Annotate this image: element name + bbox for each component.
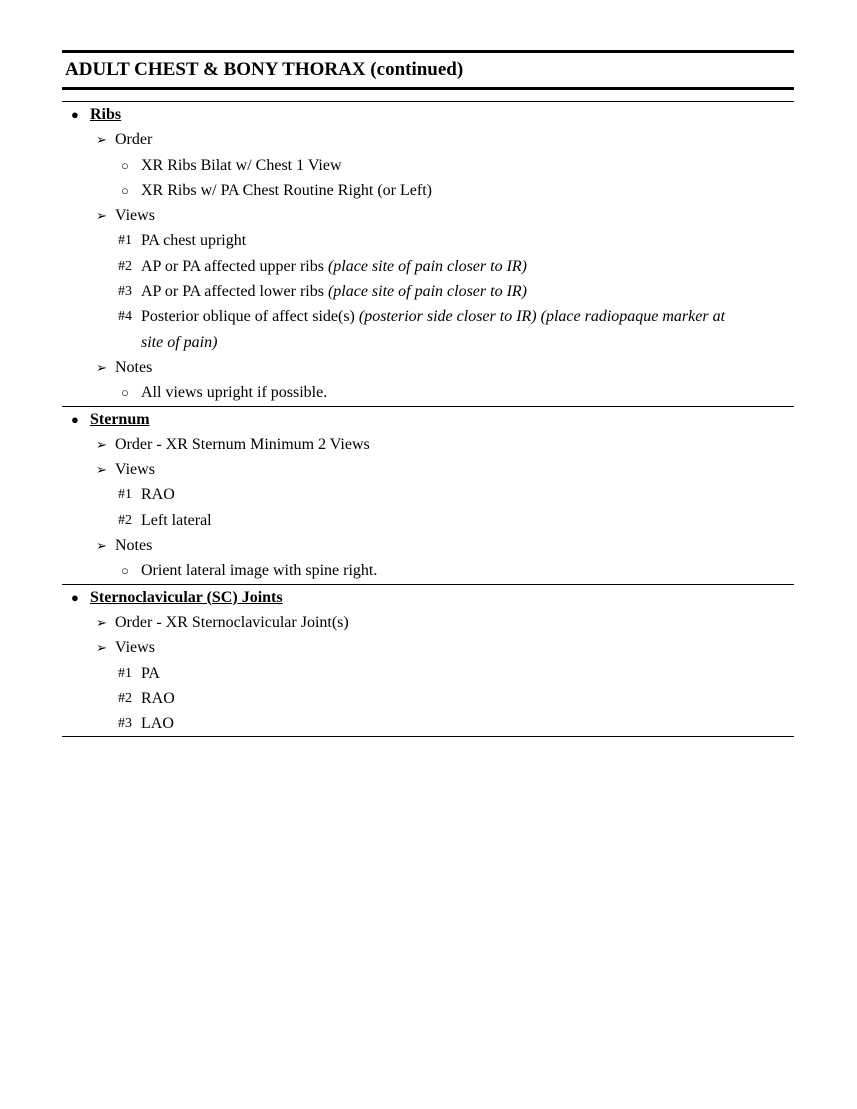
- order-heading: ➢ Order - XR Sternoclavicular Joint(s): [62, 610, 794, 635]
- arrow-bullet-icon: ➢: [96, 538, 107, 554]
- bullet-icon: ●: [71, 589, 79, 605]
- section-heading: [62, 407, 794, 432]
- note-item: ○ All views upright if possible.: [62, 380, 794, 405]
- order-heading: ➢ Order - XR Sternum Minimum 2 Views: [62, 432, 794, 457]
- section-divider: [62, 736, 794, 737]
- views-heading: ➢ Views: [62, 457, 794, 482]
- notes-heading: ➢ Notes: [62, 355, 794, 380]
- arrow-bullet-icon: ➢: [96, 208, 107, 224]
- arrow-bullet-icon: ➢: [96, 640, 107, 656]
- document-page: [62, 50, 794, 737]
- page-title: ADULT CHEST & BONY THORAX (continued): [65, 59, 464, 80]
- section-title-ribs: Ribs: [90, 106, 122, 123]
- view-item-continuation: site of pain): [141, 333, 218, 351]
- view-item: #3 LAO: [118, 715, 174, 733]
- view-item: #3 AP or PA affected lower ribs (place site of pain closer to IR): [118, 283, 527, 301]
- arrow-bullet-icon: ➢: [96, 436, 107, 452]
- arrow-bullet-icon: ➢: [96, 462, 107, 478]
- circle-bullet-icon: ○: [121, 157, 129, 173]
- section-sternum: [62, 407, 794, 584]
- view-item: #2 RAO: [118, 689, 175, 707]
- view-item: #2 Left lateral: [118, 511, 212, 529]
- views-heading: ➢ Views: [62, 203, 794, 228]
- bullet-icon: ●: [71, 107, 79, 122]
- note-item: ○ Orient lateral image with spine right.: [62, 558, 794, 583]
- view-item: #1 PA: [118, 664, 160, 682]
- section-title-sc-joints: Sternoclavicular (SC) Joints: [90, 588, 283, 606]
- view-item: #4 Posterior oblique of affect side(s) (posterior side closer to IR) (place radiopaque marker at: [118, 308, 726, 326]
- section-title-sternum: Sternum: [90, 410, 150, 428]
- circle-bullet-icon: ○: [121, 385, 129, 401]
- views-heading: ➢ Views: [62, 635, 794, 660]
- bullet-icon: ●: [71, 411, 79, 427]
- notes-heading: ➢ Notes: [62, 533, 794, 558]
- view-item: #2 AP or PA affected upper ribs (place site of pain closer to IR): [118, 257, 527, 275]
- circle-bullet-icon: ○: [121, 563, 129, 579]
- section-heading: [62, 102, 794, 127]
- section-heading: [62, 585, 794, 610]
- section-ribs: [62, 102, 794, 406]
- order-heading: ➢ Order: [62, 127, 794, 152]
- circle-bullet-icon: ○: [121, 182, 129, 198]
- arrow-bullet-icon: ➢: [96, 359, 107, 375]
- arrow-bullet-icon: ➢: [96, 614, 107, 630]
- view-item: #1 PA chest upright: [118, 232, 247, 250]
- list-item: ○ XR Ribs w/ PA Chest Routine Right (or Left): [62, 178, 794, 203]
- section-sc-joints: [62, 585, 794, 737]
- view-item: #1 RAO: [118, 486, 175, 504]
- list-item: ○ XR Ribs Bilat w/ Chest 1 View: [62, 153, 794, 178]
- arrow-bullet-icon: ➢: [96, 132, 107, 148]
